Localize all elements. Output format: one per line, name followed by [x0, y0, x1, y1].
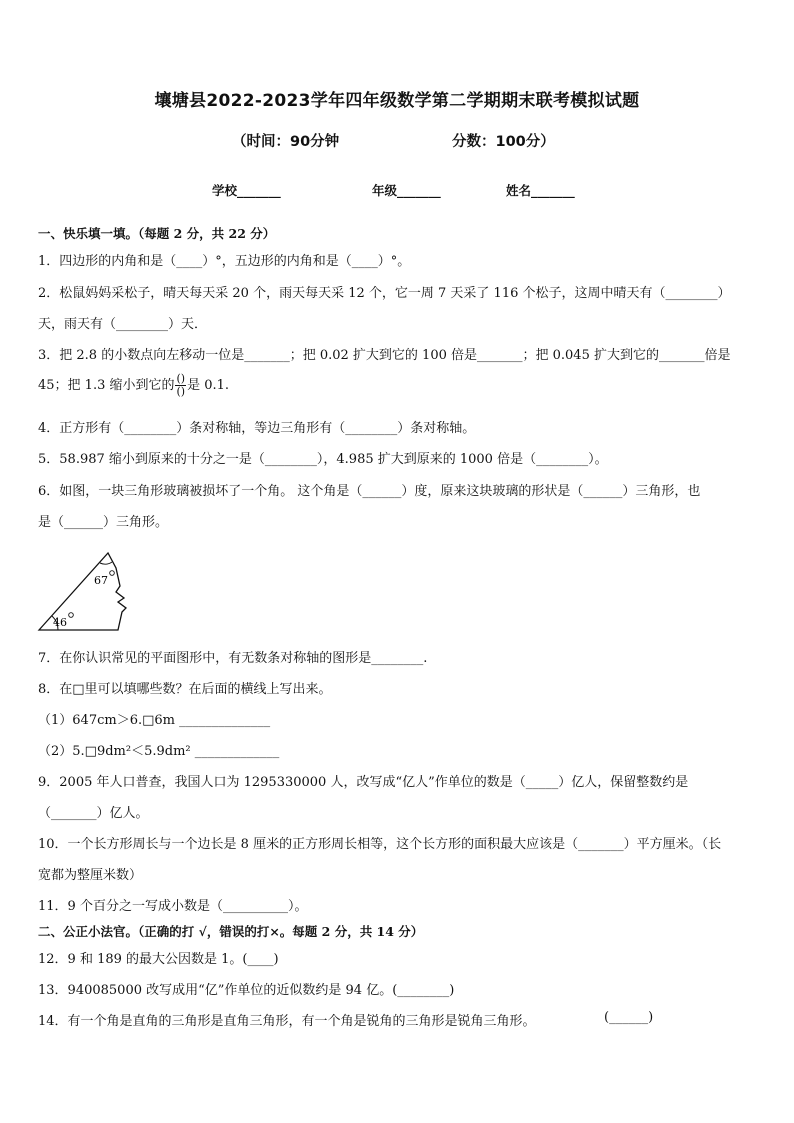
- fraction-denominator: (): [176, 385, 186, 398]
- question-7: 7．在你认识常见的平面图形中，有无数条对称轴的图形是________.: [38, 651, 428, 666]
- question-2-line-2: 天，雨天有（________）天．: [38, 317, 208, 332]
- exam-title: 壤塘县2022-2023学年四年级数学第二学期期末联考模拟试题: [154, 91, 640, 111]
- question-3-line-1: 3．把 2.8 的小数点向左移动一位是_______；把 0.02 扩大到它的 100 倍是_______；把 0.045 扩大到它的_______倍是: [38, 348, 731, 363]
- question-2-line-1: 2．松鼠妈妈采松子，晴天每天采 20 个，雨天每天采 12 个，它一周 7 天采了 116 个松子，这周中晴天有（________）: [38, 286, 731, 301]
- question-14-blank: (______): [604, 1010, 654, 1025]
- question-8-part-1: （1）647cm＞6.□6m ______________: [38, 713, 271, 728]
- exam-score: 分数：100分）: [452, 134, 555, 150]
- question-14: 14．有一个角是直角的三角形是直角三角形，有一个角是锐角的三角形是锐角三角形。: [38, 1014, 536, 1029]
- question-9-line-2: （_______）亿人。: [38, 806, 149, 821]
- question-1: 1．四边形的内角和是（____）°，五边形的内角和是（____）°。: [38, 254, 411, 269]
- exam-time: （时间：90分钟: [232, 134, 340, 150]
- question-10-line-1: 10．一个长方形周长与一个边长是 8 厘米的正方形周长相等，这个长方形的面积最大应该是（_______）平方厘米。（长: [38, 837, 722, 852]
- school-field: 学校_______: [212, 183, 281, 198]
- fraction-numerator: (): [176, 372, 186, 385]
- question-3-text-before: 45；把 1.3 缩小到它的: [38, 378, 175, 393]
- degree-mark-top: [110, 571, 115, 576]
- question-3-text-after: 是 0.1.: [187, 378, 230, 393]
- question-6-line-2: 是（______）三角形。: [38, 515, 169, 530]
- question-11: 11．9 个百分之一写成小数是（__________）。: [38, 899, 308, 914]
- section-2-heading: 二、公正小法官。（正确的打 √，错误的打×。每题 2 分，共 14 分）: [38, 924, 424, 939]
- question-5: 5．58.987 缩小到原来的十分之一是（________），4.985 扩大到原来的 1000 倍是（________）。: [38, 452, 608, 467]
- question-6-line-1: 6．如图，一块三角形玻璃被损坏了一个角。 这个角是（______）度，原来这块玻璃的形状是（______）三角形，也: [38, 484, 701, 499]
- degree-mark-bottom: [69, 613, 74, 618]
- question-8: 8．在□里可以填哪些数？在后面的横线上写出来。: [38, 682, 332, 697]
- question-4: 4．正方形有（________）条对称轴，等边三角形有（________）条对称轴。: [38, 421, 476, 436]
- fraction-blank: [175, 373, 186, 398]
- angle-67-label: 67: [94, 574, 108, 587]
- grade-field: 年级_______: [372, 183, 441, 198]
- question-10-line-2: 宽都为整厘米数）: [38, 868, 143, 883]
- section-1-heading: 一、快乐填一填。（每题 2 分，共 22 分）: [38, 226, 276, 241]
- angle-46-label: 46: [53, 616, 67, 629]
- question-3-line-2: [38, 373, 229, 398]
- question-9-line-1: 9．2005 年人口普查，我国人口为 1295330000 人，改写成“亿人”作单位的数是（_____）亿人，保留整数约是: [38, 775, 689, 790]
- question-13: 13．940085000 改写成用“亿”作单位的近似数约是 94 亿。(________): [38, 983, 455, 998]
- name-field: 姓名_______: [506, 183, 575, 198]
- question-12: 12．9 和 189 的最大公因数是 1。(____): [38, 952, 279, 967]
- question-8-part-2: （2）5.□9dm²＜5.9dm² _____________: [38, 744, 280, 759]
- broken-triangle-figure: [36, 550, 136, 634]
